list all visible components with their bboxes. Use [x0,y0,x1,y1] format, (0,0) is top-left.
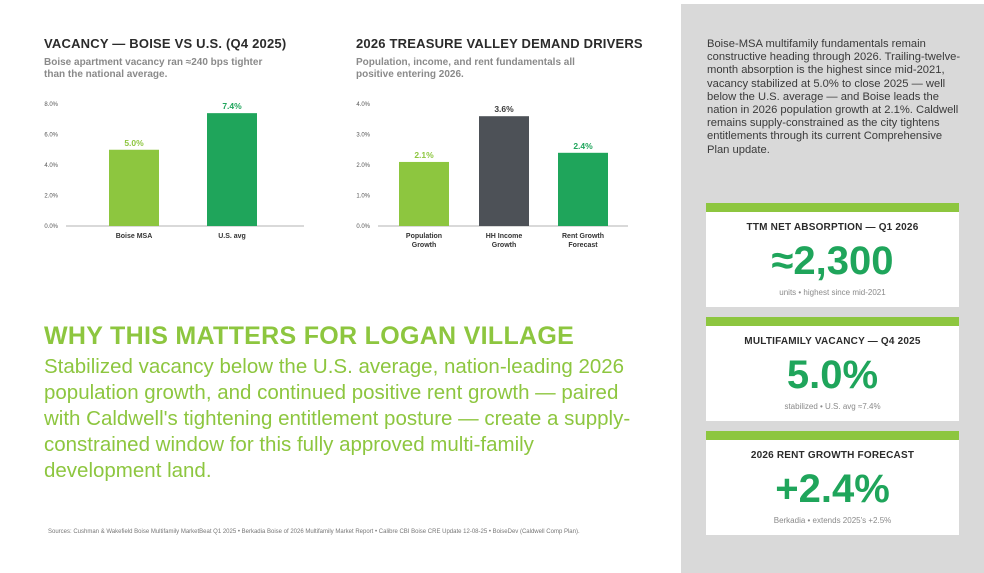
x-tick-label: Growth [411,242,437,249]
y-tick-label: 0.0% [44,224,58,230]
x-tick-label: Rent Growth [562,233,604,240]
y-tick-label: 3.0% [356,132,370,139]
demand-chart-block [356,36,666,249]
y-tick-label: 1.0% [356,193,370,200]
y-tick-label: 0.0% [356,224,370,230]
data-label: 3.6% [494,104,514,115]
kpi-card-absorption [706,203,959,307]
y-tick-label: 4.0% [356,102,370,108]
kpi-note: stabilized • U.S. avg ≈7.4% [784,402,881,411]
kpi-label: MULTIFAMILY VACANCY — Q4 2025 [744,336,921,347]
y-tick-label: 2.0% [356,163,370,169]
bar-0 [399,162,449,226]
data-label: 2.4% [573,140,593,151]
vacancy-chart-block [44,36,334,240]
why-title: WHY THIS MATTERS FOR LOGAN VILLAGE [44,322,575,350]
demand-chart-subtitle: Population, income, and rent fundamentals all positive entering 2026. [356,57,575,80]
x-tick-label: U.S. avg [218,233,246,240]
data-label: 7.4% [222,101,242,112]
kpi-label: TTM NET ABSORPTION — Q1 2026 [746,222,919,233]
bar-0 [109,150,159,226]
kpi-card-rent-growth [706,431,959,535]
kpi-note: units • highest since mid-2021 [779,288,886,297]
x-tick-label: HH Income [485,233,523,240]
vacancy-chart-title: VACANCY — BOISE VS U.S. (Q4 2025) [44,36,287,51]
data-label: 5.0% [124,137,144,148]
x-tick-label: Boise MSA [115,233,153,240]
kpi-label: 2026 RENT GROWTH FORECAST [750,450,915,461]
y-tick-label: 2.0% [44,193,58,200]
vacancy-chart [44,98,334,288]
kpi-value: +2.4% [775,467,890,511]
kpi-card-vacancy [706,317,959,421]
bar-1 [479,116,529,226]
kpi-value: 5.0% [786,353,879,397]
x-tick-label: Growth [491,242,517,249]
bar-2 [558,153,608,226]
x-tick-label: Forecast [568,242,598,249]
data-label: 2.1% [414,149,434,160]
bar-1 [207,113,257,226]
sources-note: Sources: Cushman & Wakefield Boise Multifamily MarketBeat Q1 2025 • Berkadia Boise of 2026 Multifamily Market Report • Calibre CBI Boise CRE Update 12-08-25 • BoiseDev (Caldwell Comp Plan). [48,529,580,535]
why-body: Stabilized vacancy below the U.S. average, nation-leading 2026 population growth, and continued positive rent growth — paired with Caldwell's tightening entitlement posture — create a supply-constrained window for this fully approved multi-family development land. [44,355,631,482]
kpi-note: Berkadia • extends 2025's +2.5% [773,516,892,525]
panel-summary: Boise-MSA multifamily fundamentals remain constructive heading through 2026. Trailing-twelve-month absorption is the highest since mid-2021, vacancy stabilized at 5.0% to close 2025 — well below the U.S. average — and Boise leads the nation in 2026 population growth at 2.1%. Caldwell remains supply-constrained as the city tightens entitlements through its current Comprehensive Plan update. [707,38,961,156]
y-tick-label: 6.0% [44,132,58,139]
demand-chart [356,98,666,288]
y-tick-label: 8.0% [44,102,58,108]
kpi-value: ≈2,300 [771,239,894,283]
y-tick-label: 4.0% [44,163,58,169]
vacancy-chart-subtitle: Boise apartment vacancy ran ≈240 bps tighter than the national average. [44,57,263,80]
right-panel [681,4,984,573]
demand-chart-title: 2026 TREASURE VALLEY DEMAND DRIVERS [356,36,643,51]
x-tick-label: Population [405,233,443,240]
